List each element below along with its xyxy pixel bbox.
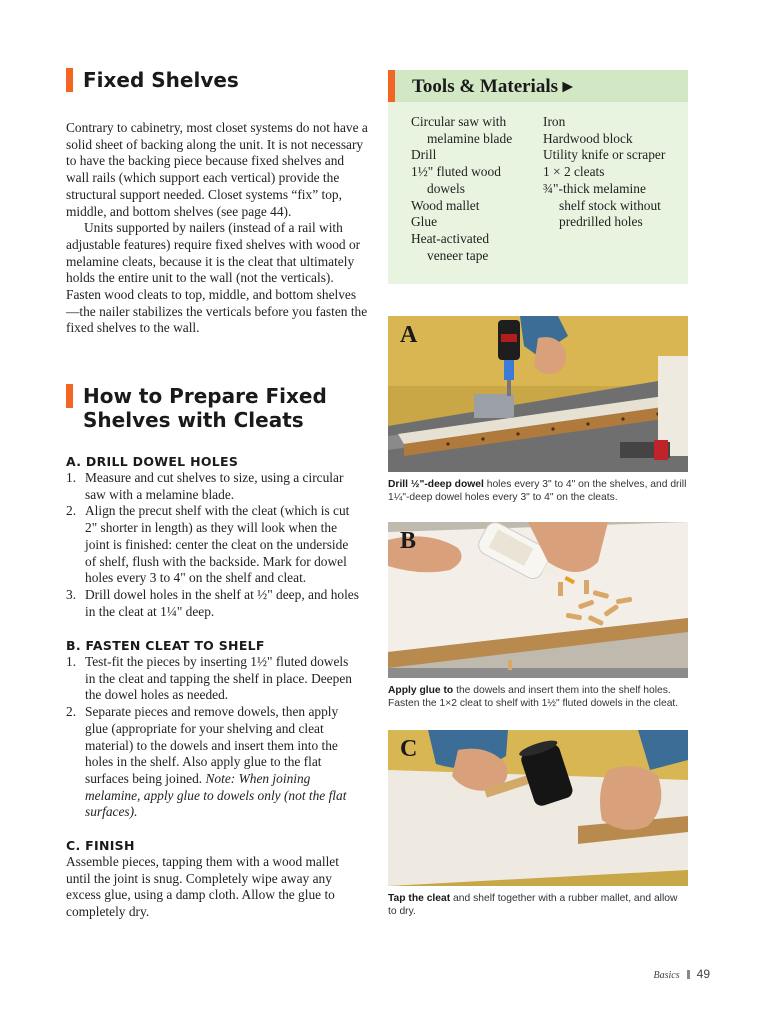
caption-body: holes every 3" to 4" on the shelves, and drill 1¼"-deep dowel holes every 3" to 4" on the cleats.: [388, 479, 687, 504]
tool-item: ¾"-thick melamine: [543, 180, 646, 196]
tool-item: predrilled holes: [559, 214, 643, 230]
list-item: [66, 654, 362, 704]
list-item: [66, 587, 362, 620]
tool-item: Hardwood block: [543, 130, 633, 146]
fixed-shelves-body: [66, 120, 368, 337]
step-note: Note: When joining melamine, apply glue to dowels only (not the flat surfaces).: [85, 770, 347, 820]
step-number: 3.: [66, 586, 77, 602]
mallet-illustration: [388, 730, 688, 886]
tools-column-1: [411, 114, 551, 264]
steps-a: [66, 470, 362, 620]
steps-b: [66, 654, 362, 821]
tool-item: shelf stock without: [559, 197, 661, 213]
photo-letter-c: C: [400, 736, 418, 762]
section-title-fixed-shelves: Fixed Shelves: [83, 68, 239, 92]
step-text: Align the precut shelf with the cleat (which is cut 2" shorter in length) as they will look when the joint is finished: center the cleat on the underside of shelf, flush with the backside. Mark for dowel holes every 3 to 4" on the shelf and cleat.: [85, 503, 350, 586]
finish-text: Assemble pieces, tapping them with a wood mallet until the joint is snug. Completely wipe away any excess glue, using a damp cloth. Allow the glue to completely dry.: [66, 854, 339, 920]
step-text: Test-fit the pieces by inserting 1½" fluted dowels in the cleat and tapping the shelf in place. Deepen the dowel holes as needed.: [85, 654, 352, 703]
caption-body: the dowels and insert them into the shelf holes. Fasten the 1×2 cleat to shelf with 1½" fluted dowels in the cleat.: [388, 685, 679, 710]
step-number: 2.: [66, 704, 77, 720]
caption-b: [388, 684, 688, 711]
section-title-how-to: [83, 384, 327, 432]
caption-lead: Drill ½"-deep dowel: [388, 479, 484, 490]
tool-item: melamine blade: [427, 130, 513, 146]
tool-item: 1 × 2 cleats: [543, 164, 605, 180]
step-text: Separate pieces and remove dowels, then apply glue (appropriate for your shelving and cleat material) to the dowels and insert them into the holes in the shelf. Also apply glue to the flat surfaces being joined.: [85, 704, 339, 786]
step-heading-b: B. FASTEN CLEAT TO SHELF: [66, 638, 265, 653]
caption-lead: Tap the cleat: [388, 893, 451, 904]
step-heading-a: A. DRILL DOWEL HOLES: [66, 454, 239, 469]
tool-item: dowels: [427, 180, 465, 196]
caption-body: and shelf together with a rubber mallet, and allow to dry.: [388, 893, 678, 918]
footer-separator: [687, 970, 690, 979]
tool-item: Glue: [411, 214, 438, 230]
heading-accent-bar: [388, 70, 395, 102]
heading-accent-bar: [66, 384, 73, 408]
tool-item: Circular saw with: [411, 114, 507, 129]
tool-item: Utility knife or scraper: [543, 147, 666, 163]
page-number: 49: [696, 967, 710, 981]
tools-column-2: [543, 114, 688, 231]
tools-title: Tools & Materials ▸: [412, 76, 573, 97]
tools-materials-box: [388, 70, 688, 284]
tool-item: Iron: [543, 114, 566, 129]
glue-illustration: [388, 522, 688, 678]
list-item: [66, 704, 362, 821]
photo-b-gluing: [388, 522, 688, 678]
tool-item: Heat-activated: [411, 230, 490, 246]
heading-accent-bar: [66, 68, 73, 92]
page-footer: [654, 967, 710, 981]
title-line: How to Prepare Fixed: [83, 384, 327, 408]
drill-illustration: [388, 316, 688, 472]
tool-item: Wood mallet: [411, 197, 480, 213]
title-line: Shelves with Cleats: [83, 408, 304, 432]
step-heading-c: C. FINISH: [66, 838, 135, 853]
step-number: 2.: [66, 503, 77, 519]
tools-header: [388, 70, 688, 102]
footer-section: Basics: [653, 970, 680, 981]
list-item: [66, 470, 362, 503]
photo-letter-a: A: [400, 322, 418, 348]
tool-item: veneer tape: [427, 247, 489, 263]
photo-letter-b: B: [400, 528, 417, 554]
tool-item: Drill: [411, 147, 437, 163]
caption-c: [388, 892, 688, 919]
caption-lead: Apply glue to: [388, 685, 454, 696]
photo-c-mallet: [388, 730, 688, 886]
step-text: Drill dowel holes in the shelf at ½" deep, and holes in the cleat at 1¼" deep.: [85, 586, 359, 619]
step-number: 1.: [66, 654, 77, 669]
list-item: [66, 503, 362, 587]
photo-a-drilling: [388, 316, 688, 472]
body-paragraph: Units supported by nailers (instead of a rail with adjustable features) require fixed shelves with wood or melamine cleats, because it is the cleat that ultimately holds the entire unit to the wall (not the verticals). Fasten wood cleats to top, middle, and bottom shelves—the nailer stabilizes the verticals before you fasten the fixed shelves to the wall.: [66, 220, 368, 336]
step-number: 1.: [66, 470, 77, 485]
step-text: Measure and cut shelves to size, using a circular saw with a melamine blade.: [85, 470, 344, 502]
caption-a: [388, 478, 688, 505]
body-paragraph: Contrary to cabinetry, most closet systems do not have a solid sheet of backing along the unit. It is not necessary to have the backing piece because fixed shelves and wall rails (which support each vertical) provide the structural support needed. Closet systems “fix” top, middle, and bottom shelves (see page 44).: [66, 120, 368, 219]
tool-item: 1½" fluted wood: [411, 164, 501, 180]
